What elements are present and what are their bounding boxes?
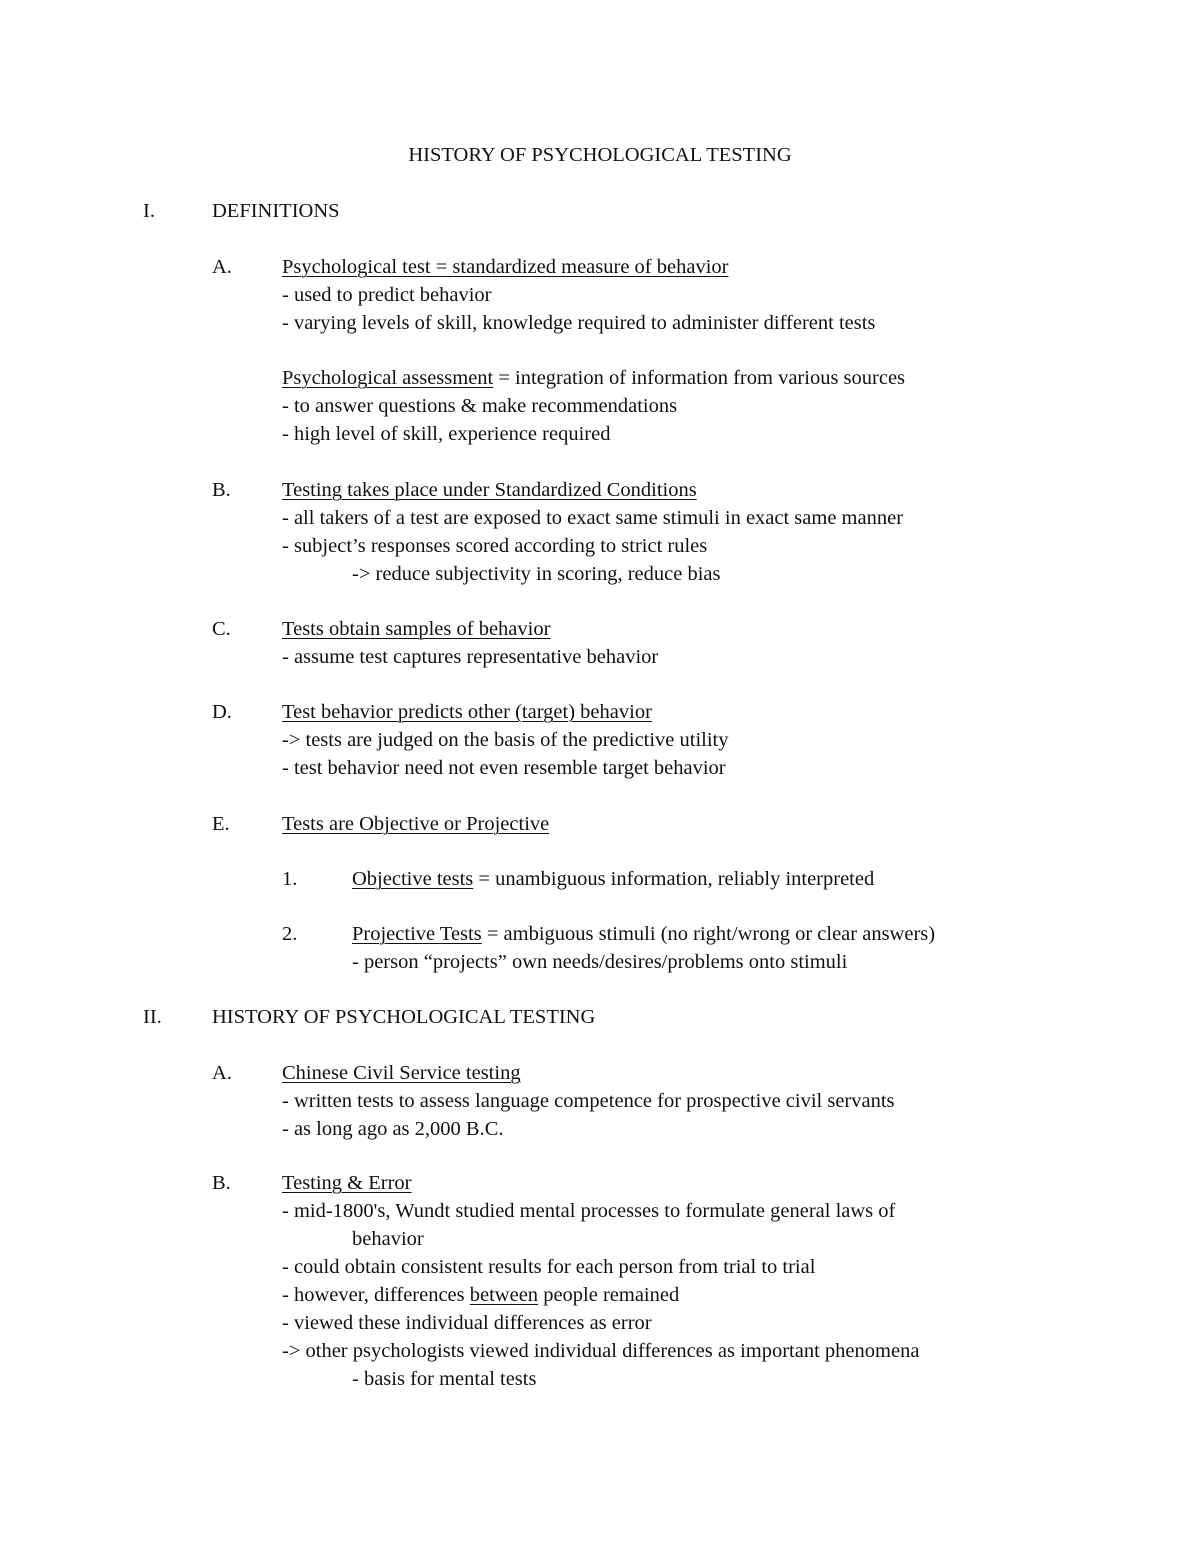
emphasized-word: between	[469, 1284, 539, 1306]
bullet-point: - written tests to assess language competence for prospective civil servants	[282, 1090, 895, 1112]
bullet-point	[282, 1283, 679, 1307]
document-title: HISTORY OF PSYCHOLOGICAL TESTING	[408, 144, 792, 166]
bullet-point: -> tests are judged on the basis of the predictive utility	[282, 729, 729, 751]
item-title: Tests are Objective or Projective	[282, 813, 550, 835]
section-heading: DEFINITIONS	[212, 200, 340, 222]
item-letter: E.	[212, 813, 230, 835]
section-numeral: II.	[143, 1006, 162, 1028]
item-title: Testing & Error	[282, 1172, 412, 1194]
sub-point: - person “projects” own needs/desires/problems onto stimuli	[352, 951, 848, 973]
bullet-point: - viewed these individual differences as error	[282, 1312, 652, 1334]
definition-line	[282, 366, 905, 390]
definition-text: = integration of information from various sources	[493, 367, 906, 389]
defined-term: Objective tests	[352, 868, 474, 890]
bullet-point: - high level of skill, experience required	[282, 423, 611, 445]
bullet-point: - all takers of a test are exposed to exact same stimuli in exact same manner	[282, 507, 904, 529]
bullet-point: - varying levels of skill, knowledge required to administer different tests	[282, 312, 876, 334]
item-letter: B.	[212, 479, 231, 501]
definition-text: = ambiguous stimuli (no right/wrong or clear answers)	[481, 923, 936, 945]
item-number: 1.	[282, 868, 298, 890]
bullet-point: -> other psychologists viewed individual differences as important phenomena	[282, 1340, 920, 1362]
section-numeral: I.	[143, 200, 155, 222]
item-letter: D.	[212, 701, 232, 723]
item-title: Test behavior predicts other (target) behavior	[282, 701, 652, 723]
definition-text: = unambiguous information, reliably interpreted	[473, 868, 875, 890]
bullet-text: - however, differences	[282, 1284, 470, 1306]
bullet-point: - assume test captures representative behavior	[282, 646, 659, 668]
defined-term: Projective Tests	[352, 923, 482, 945]
bullet-text: people remained	[538, 1284, 680, 1306]
item-number: 2.	[282, 923, 298, 945]
item-title: Chinese Civil Service testing	[282, 1062, 521, 1084]
section-heading: HISTORY OF PSYCHOLOGICAL TESTING	[212, 1006, 596, 1028]
defined-term: Psychological assessment	[282, 367, 494, 389]
bullet-point: - to answer questions & make recommendations	[282, 395, 678, 417]
item-title: Tests obtain samples of behavior	[282, 618, 551, 640]
item-title: Testing takes place under Standardized Conditions	[282, 479, 697, 501]
bullet-point: - as long ago as 2,000 B.C.	[282, 1118, 504, 1140]
item-title: Psychological test = standardized measure of behavior	[282, 256, 729, 278]
bullet-continuation: behavior	[352, 1228, 424, 1250]
definition-line	[352, 922, 935, 946]
item-letter: C.	[212, 618, 231, 640]
item-letter: A.	[212, 256, 232, 278]
bullet-point: - mid-1800's, Wundt studied mental processes to formulate general laws of	[282, 1200, 896, 1222]
bullet-point: - test behavior need not even resemble target behavior	[282, 757, 726, 779]
definition-line	[352, 867, 874, 891]
bullet-point: - could obtain consistent results for each person from trial to trial	[282, 1256, 816, 1278]
sub-point: - basis for mental tests	[352, 1368, 537, 1390]
item-letter: B.	[212, 1172, 231, 1194]
bullet-point: - used to predict behavior	[282, 284, 492, 306]
item-letter: A.	[212, 1062, 232, 1084]
sub-point: -> reduce subjectivity in scoring, reduce bias	[352, 563, 721, 585]
bullet-point: - subject’s responses scored according to strict rules	[282, 535, 708, 557]
